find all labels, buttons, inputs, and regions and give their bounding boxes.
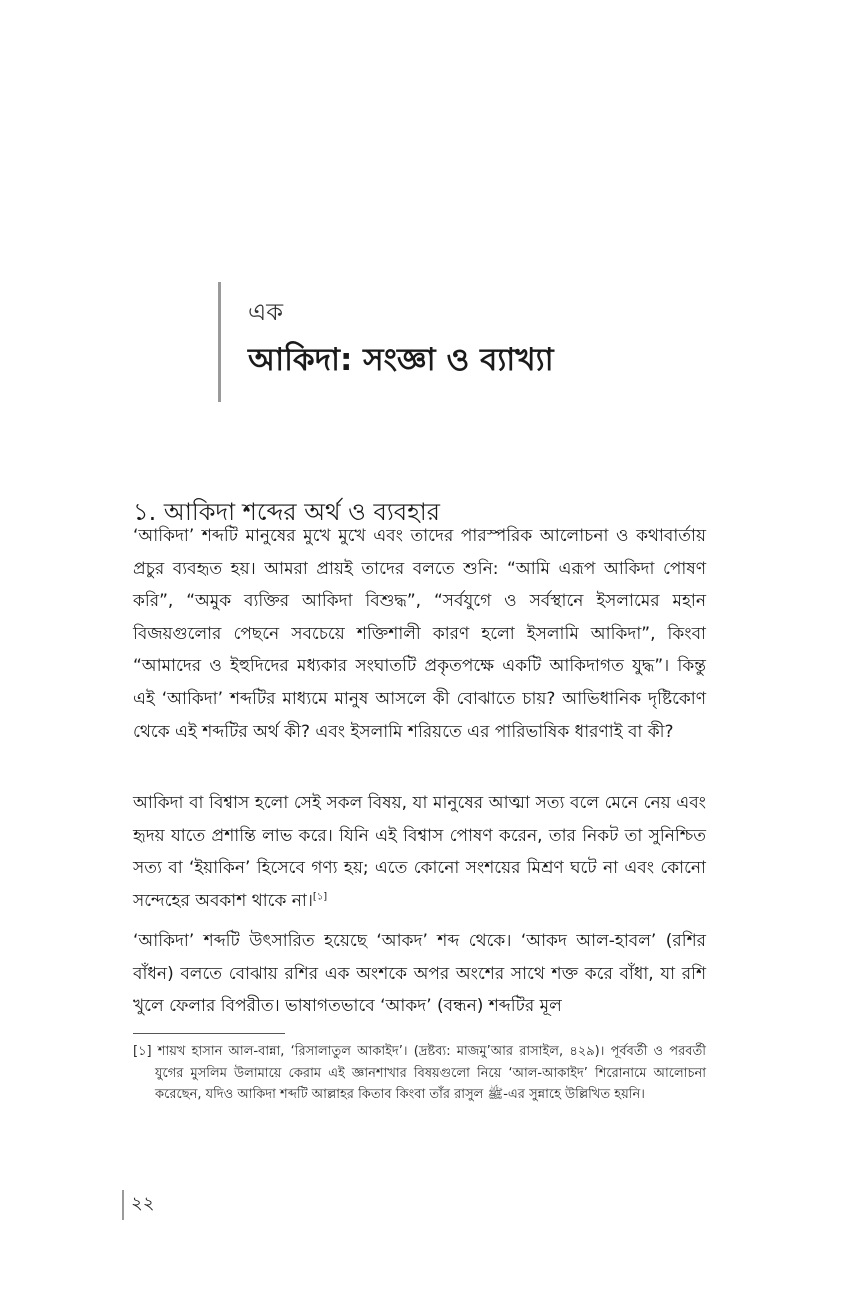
paragraph-text: আকিদা বা বিশ্বাস হলো সেই সকল বিষয়, যা মানুষের আত্মা সত্য বলে মেনে নেয় এবং হৃদয় যাতে প্রশান্তি লাভ করে। যিনি এই বিশ্বাস পোষণ করেন, তার নিকট তা সুনিশ্চিত সত্য বা ‘ইয়াকিন’ হিসেবে গণ্য হয়; এতে কোনো সংশয়ের মিশ্রণ ঘটে না এবং কোনো সন্দেহের অবকাশ থাকে না।: [133, 793, 706, 911]
chapter-header: [218, 282, 701, 402]
footnote: [১] শায়খ হাসান আল-বান্না, ‘রিসালাতুল আকাইদ’। (দ্রষ্টব্য: মাজমু’আর রাসাইল, ৪২৯)। পূর্ববর্তী ও পরবর্তী যুগের মুসলিম উলামায়ে কেরাম এই জ্ঞানশাখার বিষয়গুলো নিয়ে ‘আল-আকাইদ’ শিরোনামে আলোচনা করেছেন, যদিও আকিদা শব্দটি আল্লাহর কিতাব কিংবা তাঁর রাসুল ﷺ-এর সুন্নাহে উল্লিখিত হয়নি।: [133, 1044, 706, 1102]
footnote-divider: [133, 1033, 285, 1034]
chapter-title: আকিদা: সংজ্ঞা ও ব্যাখ্যা: [248, 342, 554, 378]
body-paragraph: [133, 925, 706, 1023]
body-paragraph: [133, 520, 706, 748]
paragraph-text: ‘আকিদা’ শব্দটি মানুষের মুখে মুখে এবং তাদের পারস্পরিক আলোচনা ও কথাবার্তায় প্রচুর ব্যবহৃত হয়। আমরা প্রায়ই তাদের বলতে শুনি: “আমি এরূপ আকিদা পোষণ করি”, “অমুক ব্যক্তির আকিদা বিশুদ্ধ”, “সর্বযুগে ও সর্বস্থানে ইসলামের মহান বিজয়গুলোর পেছনে সবচেয়ে শক্তিশালী কারণ হলো ইসলামি আকিদা”, কিংবা “আমাদের ও ইহুদিদের মধ্যকার সংঘাতটি প্রকৃতপক্ষে একটি আকিদাগত যুদ্ধ”। কিন্তু এই ‘আকিদা’ শব্দটির মাধ্যমে মানুষ আসলে কী বোঝাতে চায়? আভিধানিক দৃষ্টিকোণ থেকে এই শব্দটির অর্থ কী? এবং ইসলামি শরিয়তে এর পারিভাষিক ধারণাই বা কী?: [133, 526, 706, 742]
paragraph-text: ‘আকিদা’ শব্দটি উৎসারিত হয়েছে ‘আকদ’ শব্দ থেকে। ‘আকদ আল-হাবল’ (রশির বাঁধন) বলতে বোঝায় রশির এক অংশকে অপর অংশের সাথে শক্ত করে বাঁধা, যা রশি খুলে ফেলার বিপরীত। ভাষাগতভাবে ‘আকদ’ (বন্ধন) শব্দটির মূল: [133, 931, 706, 1017]
section-heading: ১. আকিদা শব্দের অর্থ ও ব্যবহার: [133, 497, 440, 526]
chapter-number: এক: [248, 298, 284, 326]
page-number-bar: [122, 1190, 124, 1220]
page-number: ২২: [131, 1193, 155, 1214]
footnote-reference[interactable]: [১]: [312, 891, 328, 903]
body-paragraph: [133, 787, 706, 917]
